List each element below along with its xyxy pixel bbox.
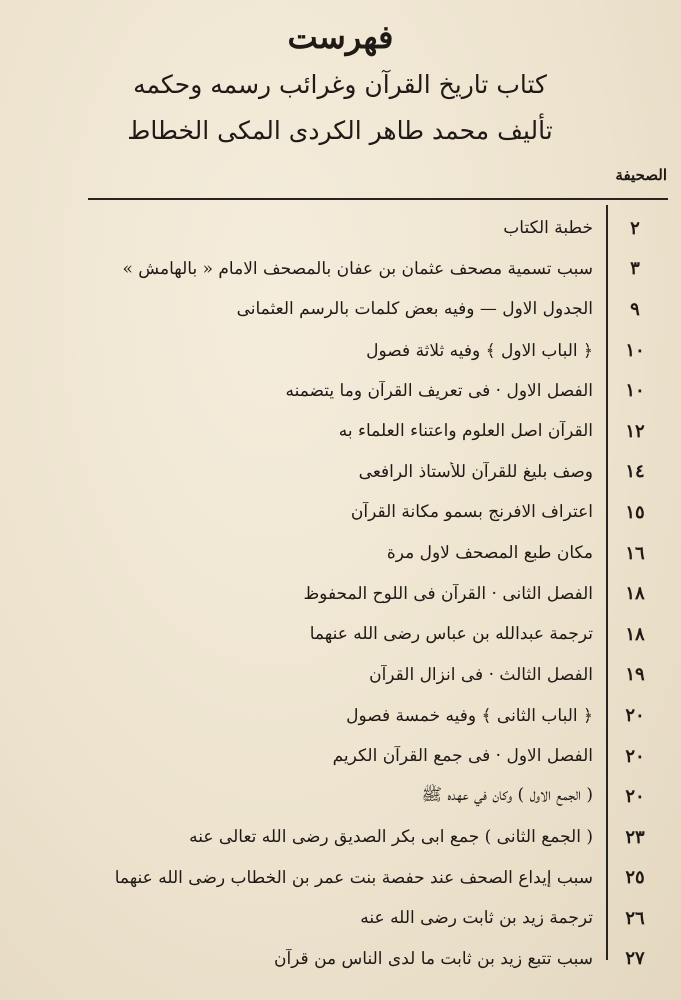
toc-row [90, 452, 665, 493]
toc-entry: سبب إيداع الصحف عند حفصة بنت عمر بن الخطاب رضى الله عنهما [114, 867, 593, 888]
toc-row [90, 614, 665, 655]
header-divider [88, 198, 668, 200]
toc-row [90, 898, 665, 939]
toc-page-number: ١٩ [625, 664, 645, 686]
toc-page-number: ٢٦ [625, 907, 645, 929]
toc-entry: ( الجمع الثانى ) جمع ابى بكر الصديق رضى الله تعالى عنه [189, 827, 593, 848]
toc-page-number: ١٠ [625, 339, 645, 361]
toc-row [90, 208, 665, 249]
toc-page-number: ١٤ [625, 461, 645, 483]
toc-row [90, 249, 665, 290]
page-column-label: الصحيفة [615, 166, 667, 184]
toc-entry: سبب تتبع زيد بن ثابت ما لدى الناس من قرآن [273, 948, 593, 969]
toc-page-number: ٢٣ [625, 826, 645, 848]
toc-row [90, 655, 665, 696]
toc-page-number: ٩ [630, 298, 640, 320]
toc-page-number: ١٨ [625, 623, 645, 645]
toc-page-number: ١٠ [625, 380, 645, 402]
toc-page-number: ١٨ [625, 583, 645, 605]
toc-page-number: ٢ [630, 217, 640, 239]
toc-row [90, 411, 665, 452]
toc-row [90, 858, 665, 899]
toc-row [90, 533, 665, 574]
toc-entry: الفصل الثالث · فى انزال القرآن [369, 664, 593, 685]
table-of-contents [90, 208, 665, 979]
toc-row [90, 695, 665, 736]
toc-page-number: ٢٠ [625, 745, 645, 767]
toc-row [90, 289, 665, 330]
toc-entry: الجدول الاول — وفيه بعض كلمات بالرسم العثمانى [236, 299, 593, 320]
toc-entry: ﴿ الباب الثانى ﴾ وفيه خمسة فصول [346, 705, 593, 726]
author-line: تأليف محمد طاهر الكردى المكى الخطاط [127, 116, 553, 145]
toc-page-number: ١٥ [625, 501, 645, 523]
toc-entry: وصف بليغ للقرآن للأستاذ الرافعى [358, 461, 593, 482]
toc-entry: ﴿ الباب الاول ﴾ وفيه ثلاثة فصول [366, 340, 593, 361]
toc-row [90, 939, 665, 980]
toc-page-number: ١٢ [625, 420, 645, 442]
page-title: فهرست [287, 18, 394, 56]
toc-page-number: ٣ [630, 258, 640, 280]
toc-entry: مكان طبع المصحف لاول مرة [386, 543, 593, 564]
toc-entry: ( الجمع الاول ) وكان في عهده ﷺ [421, 785, 593, 806]
toc-row [90, 330, 665, 371]
toc-row [90, 776, 665, 817]
toc-entry: خطبة الكتاب [503, 218, 593, 239]
toc-row [90, 573, 665, 614]
toc-page-number: ٢٥ [625, 867, 645, 889]
toc-entry: ترجمة عبدالله بن عباس رضى الله عنهما [309, 624, 593, 645]
toc-row [90, 736, 665, 777]
toc-row [90, 492, 665, 533]
toc-row [90, 817, 665, 858]
toc-page-number: ٢٠ [625, 786, 645, 808]
toc-entry: سبب تسمية مصحف عثمان بن عفان بالمصحف الامام « بالهامش » [122, 258, 593, 279]
book-title: كتاب تاريخ القرآن وغرائب رسمه وحكمه [133, 70, 547, 99]
toc-page-number: ٢٠ [625, 704, 645, 726]
toc-entry: اعتراف الافرنج بسمو مكانة القرآن [350, 502, 593, 523]
toc-entry: الفصل الثانى · القرآن فى اللوح المحفوظ [303, 583, 593, 604]
toc-row [90, 370, 665, 411]
toc-entry: الفصل الاول · فى جمع القرآن الكريم [332, 746, 593, 767]
toc-entry: القرآن اصل العلوم واعتناء العلماء به [338, 421, 593, 442]
toc-entry: ترجمة زيد بن ثابت رضى الله عنه [360, 908, 593, 929]
toc-page-number: ٢٧ [625, 948, 645, 970]
toc-entry: الفصل الاول · فى تعريف القرآن وما يتضمنه [285, 380, 593, 401]
toc-page-number: ١٦ [625, 542, 645, 564]
